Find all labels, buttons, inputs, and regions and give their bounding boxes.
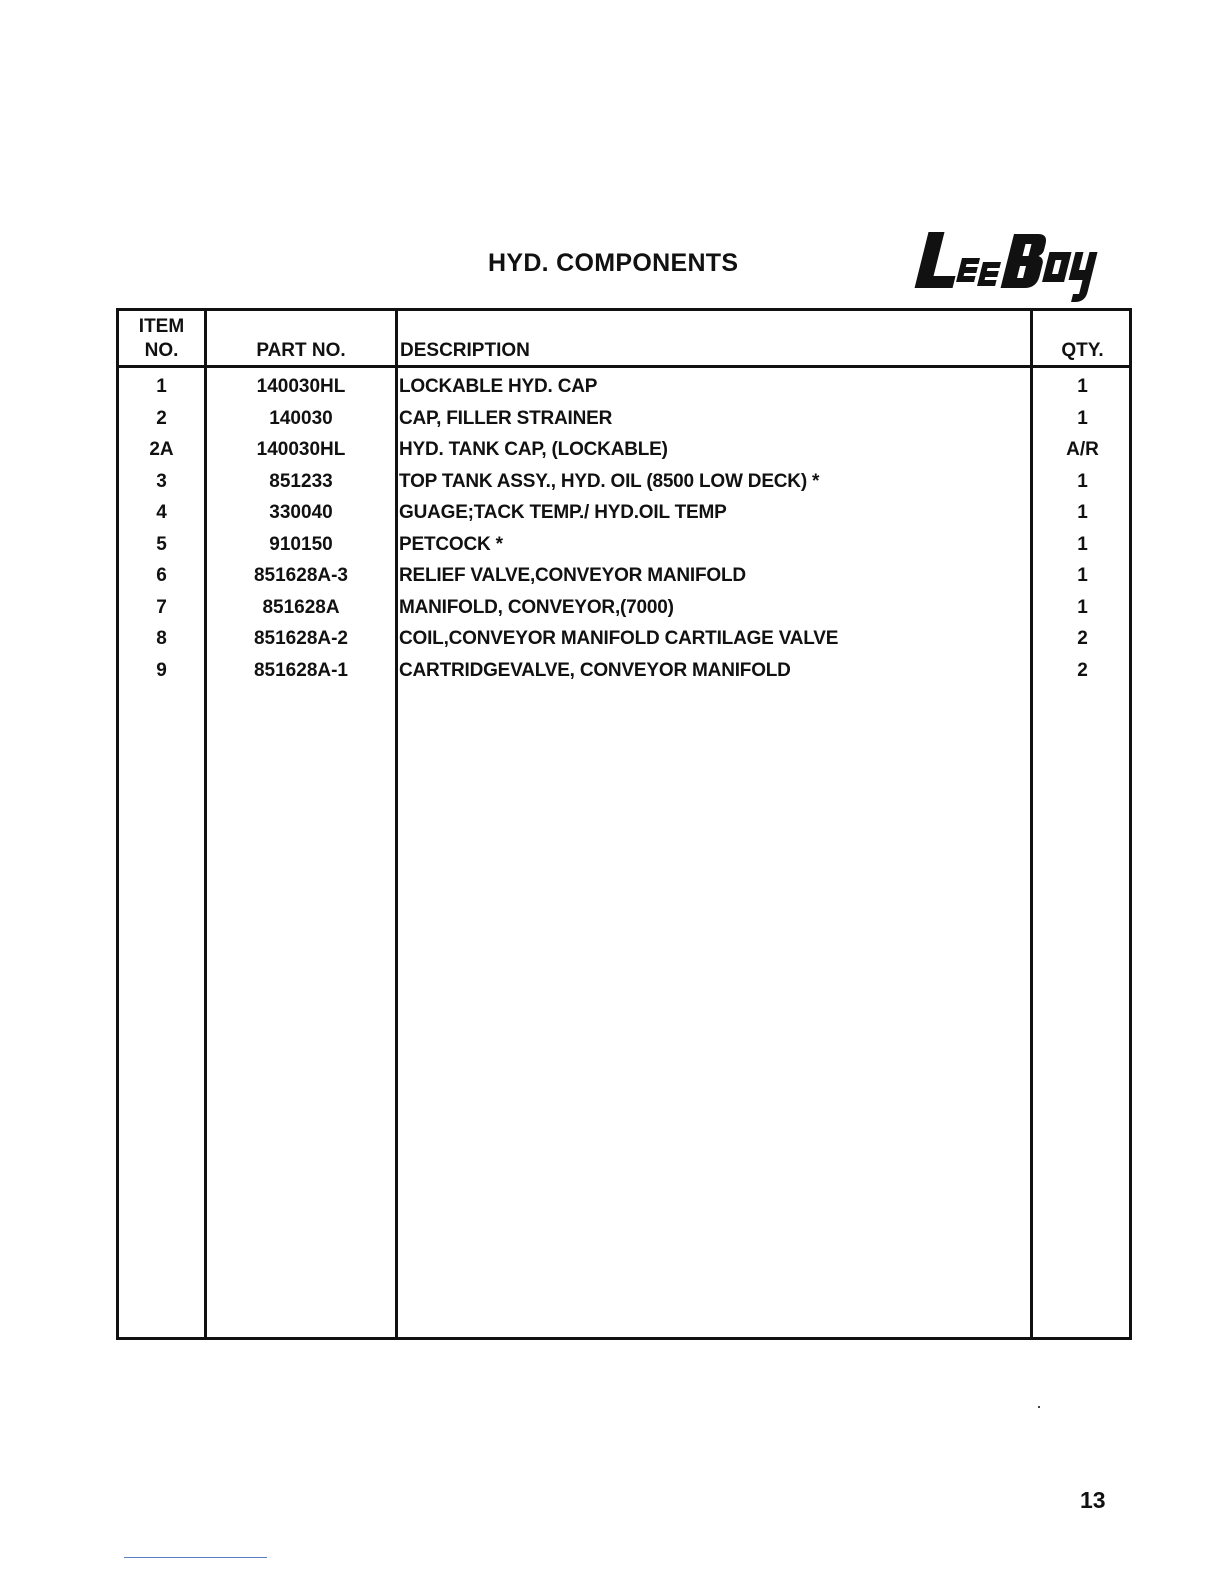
part-number: 140030 [269, 407, 333, 429]
item-number: 1 [156, 376, 167, 397]
quantity: 2 [1077, 659, 1088, 681]
part-description: HYD. TANK CAP, (LOCKABLE) [399, 439, 668, 460]
quantity: 1 [1077, 533, 1088, 555]
table-body [119, 371, 1129, 686]
scan-speck [1038, 1406, 1040, 1408]
part-number: 851628A-2 [253, 628, 349, 649]
part-number: 851628A-1 [253, 659, 349, 681]
column-header-description: DESCRIPTION [400, 340, 530, 361]
part-description: CARTRIDGEVALVE, CONVEYOR MANIFOLD [399, 659, 791, 681]
part-number: 140030HL [256, 376, 346, 397]
header-divider [119, 365, 1129, 368]
part-number: 851628A-3 [253, 565, 349, 586]
page-title: HYD. COMPONENTS [488, 249, 739, 277]
table-row [119, 403, 1129, 435]
part-description: RELIEF VALVE,CONVEYOR MANIFOLD [399, 565, 746, 586]
quantity: 1 [1077, 470, 1088, 492]
column-header-item-no [119, 315, 204, 363]
part-number: 851233 [269, 470, 333, 492]
page-number: 13 [1080, 1487, 1106, 1513]
column-header-qty: QTY. [1061, 340, 1104, 361]
item-number: 7 [156, 596, 167, 618]
parts-table [116, 308, 1132, 1340]
quantity: 1 [1077, 376, 1088, 397]
table-row [119, 466, 1129, 498]
part-number: 140030HL [256, 439, 346, 460]
table-row [119, 529, 1129, 561]
part-description: CAP, FILLER STRAINER [399, 407, 613, 429]
column-header-part-no: PART NO. [256, 340, 346, 361]
part-number: 910150 [269, 533, 333, 555]
item-number: 5 [156, 533, 167, 555]
quantity: 1 [1077, 407, 1088, 429]
item-number: 8 [156, 628, 167, 649]
item-number: 3 [156, 470, 167, 492]
part-description: MANIFOLD, CONVEYOR,(7000) [399, 596, 674, 618]
part-number: 851628A [262, 596, 340, 618]
footer-rule [124, 1557, 267, 1558]
item-number: 2A [149, 439, 174, 460]
item-number: 9 [156, 659, 167, 681]
part-description: PETCOCK * [399, 533, 503, 555]
column-header-item-line2: NO. [144, 340, 179, 361]
quantity: 1 [1077, 596, 1088, 618]
table-row [119, 560, 1129, 592]
part-description: COIL,CONVEYOR MANIFOLD CARTILAGE VALVE [399, 628, 839, 649]
leeboy-logo [906, 218, 1114, 308]
table-row [119, 655, 1129, 687]
table-row [119, 592, 1129, 624]
quantity: 2 [1077, 628, 1088, 649]
item-number: 4 [156, 502, 167, 523]
quantity: 1 [1077, 565, 1088, 586]
leeboy-logo-graphic [906, 218, 1114, 308]
quantity: A/R [1066, 439, 1099, 460]
part-description: TOP TANK ASSY., HYD. OIL (8500 LOW DECK) * [399, 470, 820, 492]
table-row [119, 434, 1129, 466]
quantity: 1 [1077, 502, 1088, 523]
item-number: 6 [156, 565, 167, 586]
part-description: GUAGE;TACK TEMP./ HYD.OIL TEMP [399, 502, 727, 523]
part-number: 330040 [269, 502, 333, 523]
column-header-item-line1: ITEM [138, 316, 185, 337]
item-number: 2 [156, 407, 167, 429]
table-row [119, 497, 1129, 529]
table-row [119, 371, 1129, 403]
table-row [119, 623, 1129, 655]
part-description: LOCKABLE HYD. CAP [399, 376, 598, 397]
